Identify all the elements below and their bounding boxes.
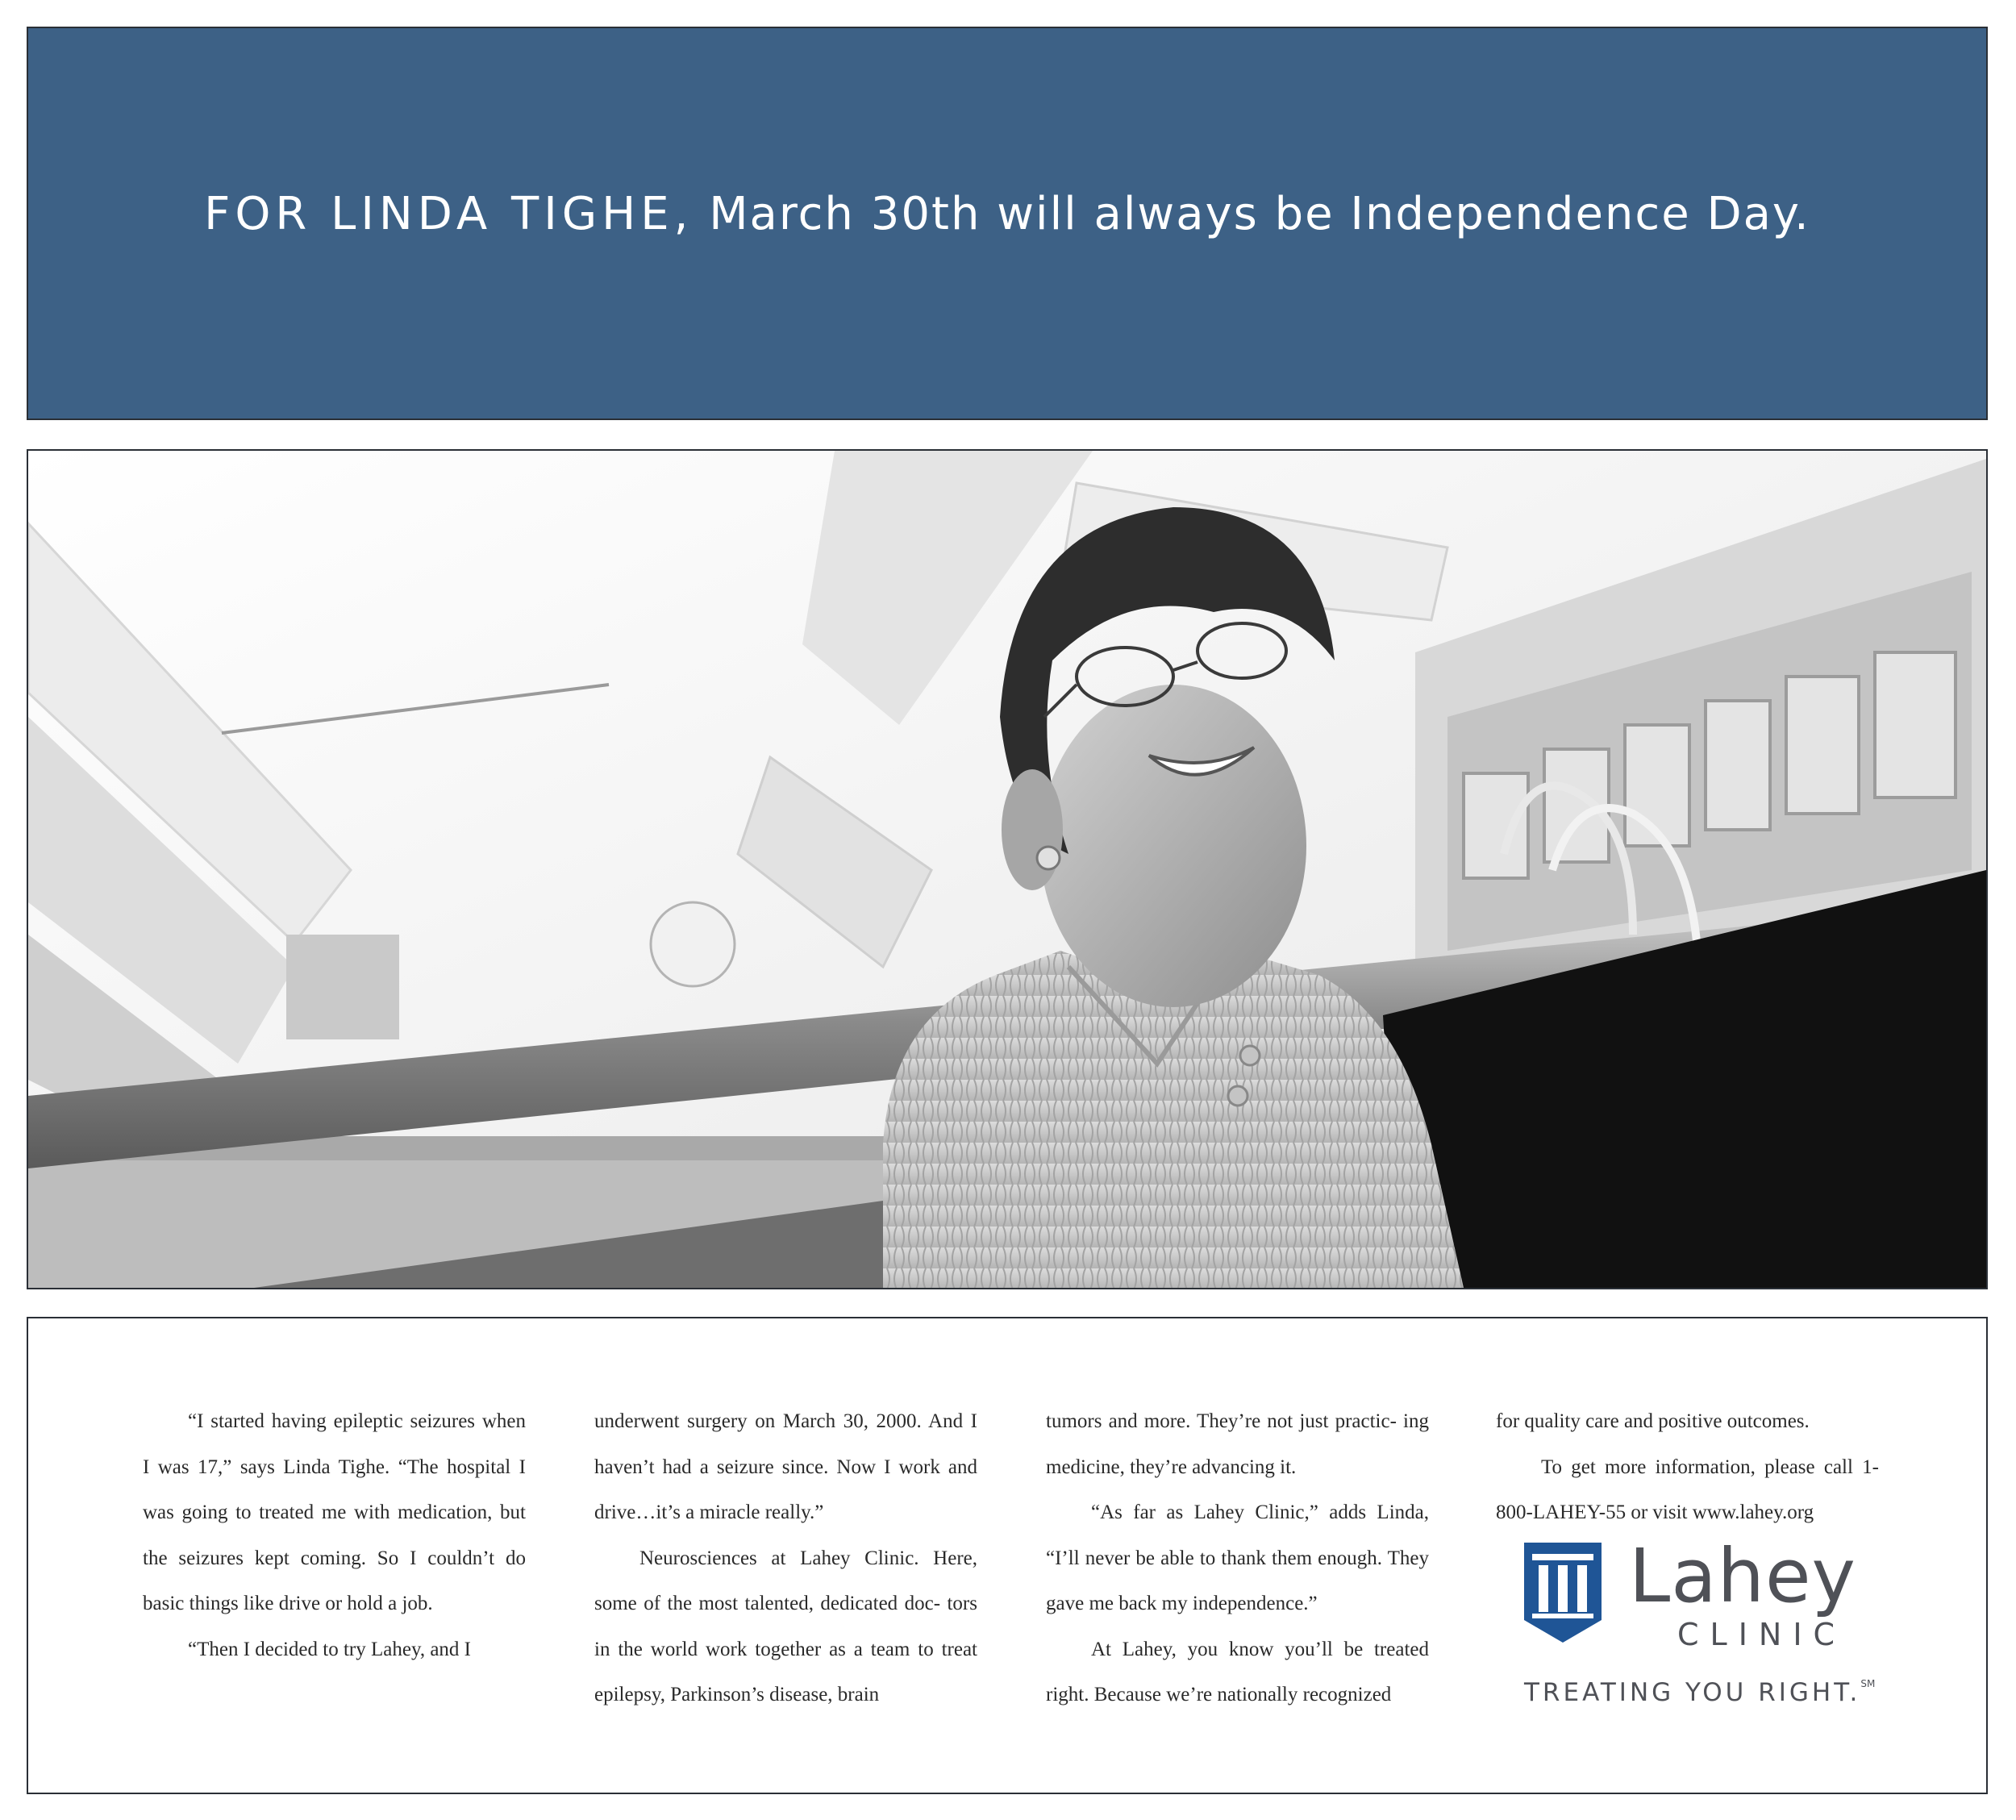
hero-photo [27,449,1988,1289]
logo-name: Lahey [1629,1533,1856,1619]
headline-caps: FOR LINDA TIGHE, [204,187,694,240]
tagline [1524,1678,1875,1707]
paragraph: tumors and more. They’re not just practic- ing medicine, they’re advancing it. [1046,1410,1429,1478]
paragraph: “I started having epileptic seizures when I was 17,” says Linda Tighe. “The hospital I was going to treated me with medication, but the seizures kept coming. So I couldn’t do basic things like drive or hold a job. [143,1410,526,1614]
copy-column-4 [1496,1399,1879,1536]
body-copy-panel [27,1317,1988,1794]
tagline-text: TREATING YOU RIGHT. [1524,1678,1861,1707]
paragraph: underwent surgery on March 30, 2000. And I haven’t had a seizure since. Now I work and drive…it’s a miracle really.” [594,1410,977,1523]
columns-shield-icon [1524,1543,1602,1643]
copy-column-1 [143,1399,526,1672]
paragraph: “Then I decided to try Lahey, and I [188,1638,472,1660]
contact-paragraph: To get more information, please call 1-800-LAHEY-55 or visit www.lahey.org [1496,1456,1879,1523]
headline [204,188,1810,240]
logo-clinic: CLINIC [1677,1617,1847,1652]
headline-banner [27,27,1988,420]
copy-column-2 [594,1399,977,1718]
service-mark: SM [1860,1678,1876,1689]
paragraph: Neurosciences at Lahey Clinic. Here, some of the most talented, dedicated doc- tors in the world work together as a team to treat epilepsy, Parkinson’s disease, brain [594,1547,977,1705]
paragraph: At Lahey, you know you’ll be treated right. Because we’re nationally recognized [1046,1638,1429,1705]
copy-column-3 [1046,1399,1429,1718]
paragraph: for quality care and positive outcomes. [1496,1410,1810,1432]
headline-rest: March 30th will always be Independence Day. [709,187,1810,240]
lahey-clinic-logo[interactable] [1524,1533,1876,1728]
paragraph: “As far as Lahey Clinic,” adds Linda, “I’ll never be able to thank them enough. They gave me back my independence.” [1046,1501,1429,1614]
